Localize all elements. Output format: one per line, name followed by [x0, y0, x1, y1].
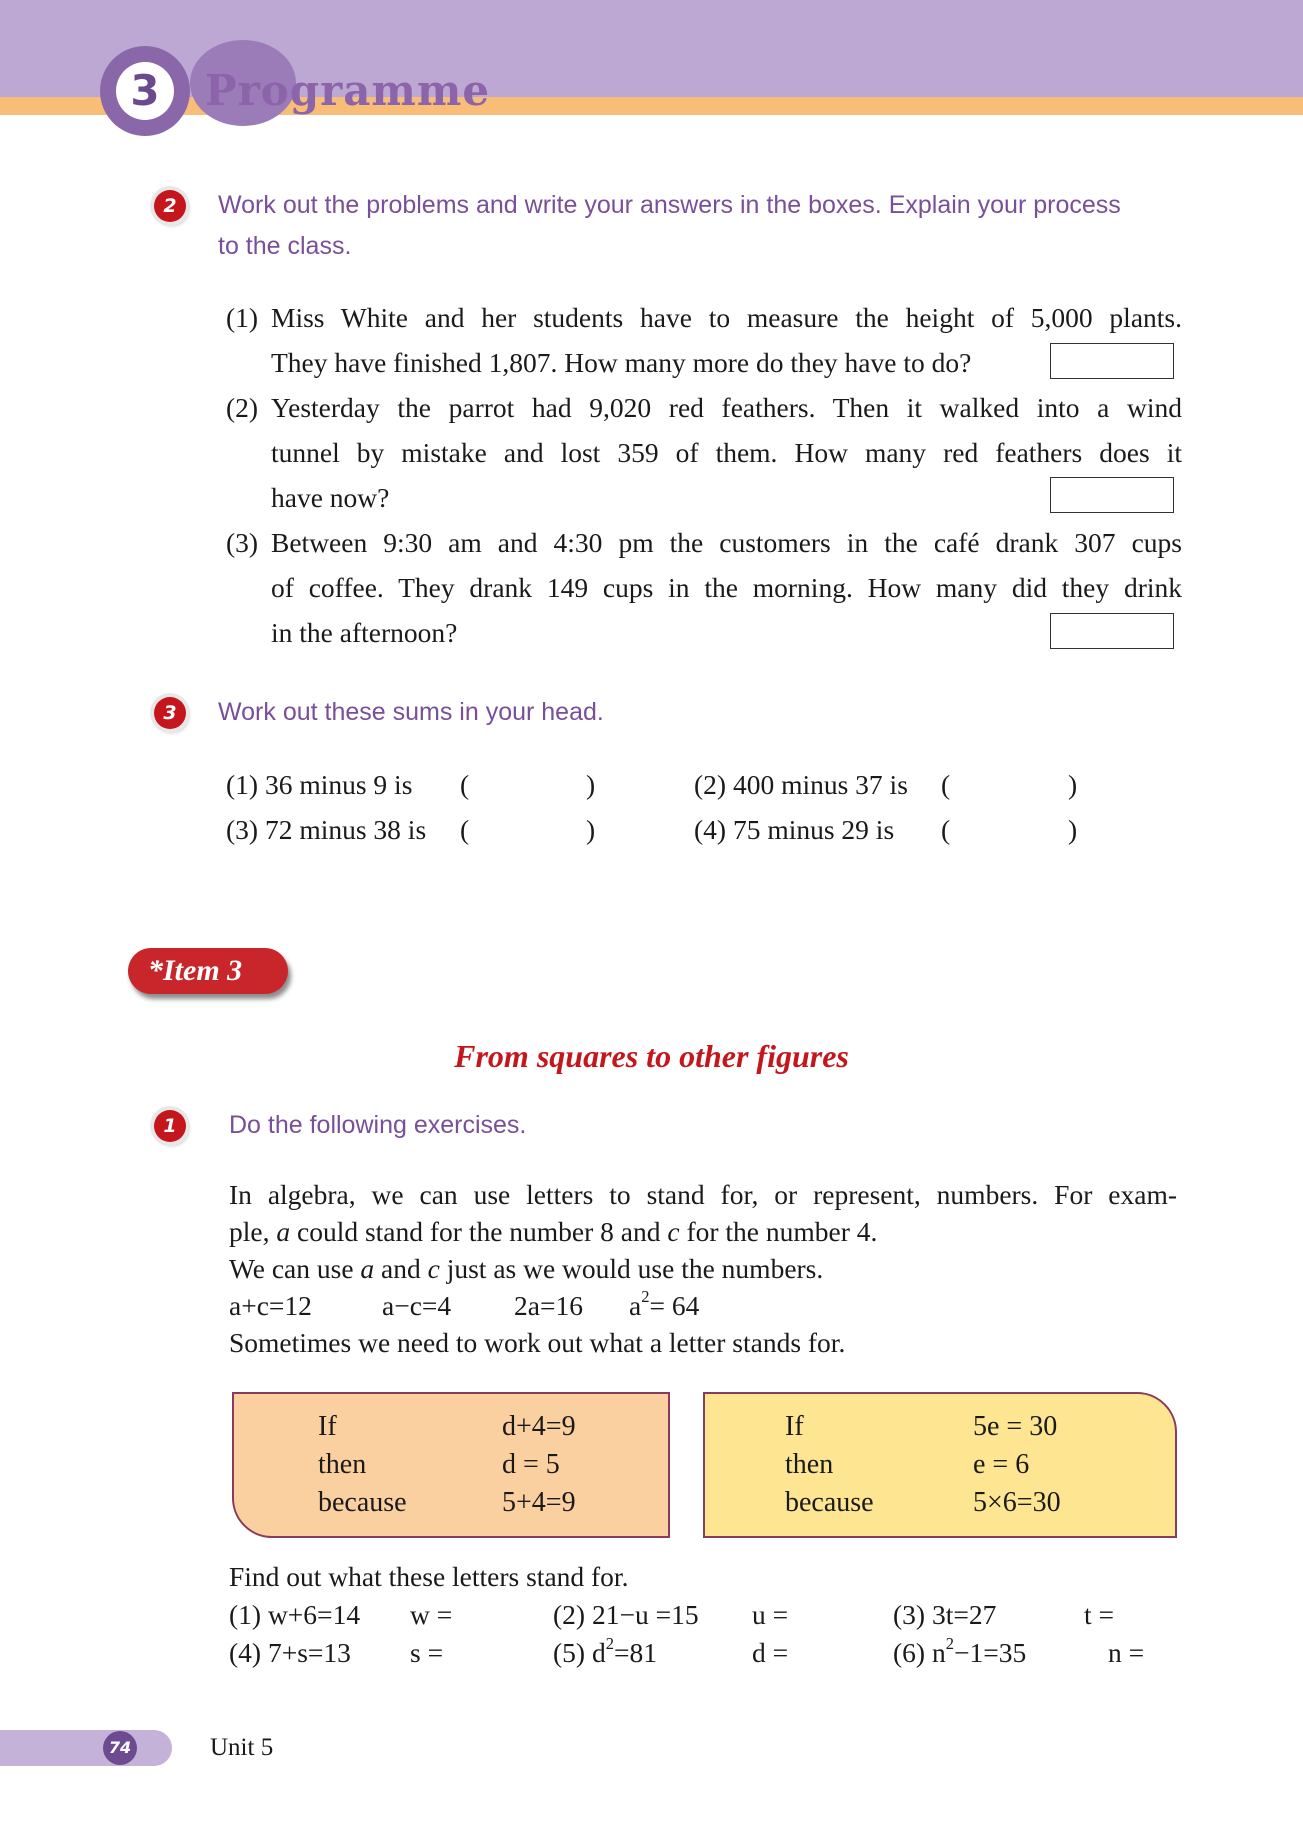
problem-3-answer[interactable]: t = [1084, 1599, 1115, 1630]
paragraph-line [229, 1250, 1177, 1287]
problem-text: Miss White and her students have to measure the height of 5,000 plants. [271, 302, 1182, 333]
problem-number: (1) [226, 302, 259, 333]
problem-3-equation: (3) 3t=27 [893, 1599, 997, 1630]
sum-3-close-paren: ) [586, 814, 596, 845]
problem-6-equation [893, 1634, 1026, 1672]
sum-1-open-paren: ( [460, 769, 470, 800]
example-word: If [785, 1411, 804, 1442]
exercise-2-instruction [218, 185, 1121, 267]
section-number: 3 [116, 62, 174, 120]
text-run: just as we would use the numbers. [439, 1253, 824, 1284]
problem-2-answer[interactable]: u = [752, 1599, 789, 1630]
problem-number: (2) [226, 392, 259, 423]
sum-2-close-paren: ) [1068, 769, 1078, 800]
problem-1-line-2 [226, 340, 1182, 385]
problem-5-equation [553, 1634, 657, 1672]
problem-2-line-2 [226, 430, 1182, 475]
sum-4-close-paren: ) [1068, 814, 1078, 845]
example-word: then [318, 1449, 367, 1480]
item-label: *Item 3 [128, 948, 288, 994]
example-word: because [318, 1487, 407, 1518]
equation [629, 1287, 699, 1324]
problem-text: Yesterday the parrot had 9,020 red feathers. Then it walked into a wind [271, 392, 1182, 423]
variable-c: c [427, 1253, 440, 1284]
example-box-2 [703, 1392, 1177, 1538]
text-run: We can use [229, 1253, 361, 1284]
paragraph-line: In algebra, we can use letters to stand for, or represent, numbers. For exam- [229, 1179, 1177, 1210]
problem-1-answer[interactable]: w = [410, 1599, 453, 1630]
equation-part: −1=35 [953, 1637, 1027, 1668]
problem-3-line-1 [226, 520, 1182, 565]
example-value: d = 5 [502, 1449, 560, 1480]
text-run: could stand for the number 8 and [290, 1216, 668, 1247]
sum-1-close-paren: ) [586, 769, 596, 800]
variable-c: c [667, 1216, 680, 1247]
equation: a+c=12 [229, 1290, 312, 1321]
text-run: and [374, 1253, 428, 1284]
sum-2-open-paren: ( [941, 769, 951, 800]
variable-a: a [276, 1216, 291, 1247]
page-number: 74 [103, 1731, 137, 1765]
sum-4-open-paren: ( [941, 814, 951, 845]
variable-a: a [360, 1253, 375, 1284]
example-word: If [318, 1411, 337, 1442]
equation: 2a=16 [514, 1290, 583, 1321]
section-title: From squares to other figures [454, 1038, 849, 1074]
problem-1-line-1 [226, 295, 1182, 340]
exercise-1-instruction: Do the following exercises. [229, 1111, 527, 1139]
sum-1-label: (1) 36 minus 9 is [226, 769, 413, 800]
exercise-3-instruction: Work out these sums in your head. [218, 698, 604, 726]
problem-6-answer[interactable]: n = [1108, 1637, 1145, 1668]
page-title: Programme [205, 66, 491, 115]
sum-4-label: (4) 75 minus 29 is [694, 814, 895, 845]
answer-box-3[interactable] [1050, 613, 1174, 649]
exponent: 2 [945, 1633, 954, 1653]
problem-list [226, 295, 1182, 655]
problem-text: They have finished 1,807. How many more do they have to do? [271, 347, 972, 378]
exercise-marker-2: 2 [154, 190, 186, 222]
example-word: because [785, 1487, 874, 1518]
problem-number: (3) [226, 527, 259, 558]
instruction-line: to the class. [218, 232, 352, 260]
algebra-paragraph [229, 1176, 1177, 1361]
instruction-line: Work out the problems and write your answers in the boxes. Explain your process [218, 191, 1121, 219]
paragraph-line: Sometimes we need to work out what a letter stands for. [229, 1327, 846, 1358]
example-value: e = 6 [973, 1449, 1030, 1480]
problem-2-equation: (2) 21−u =15 [553, 1599, 699, 1630]
equation-part: (6) n [893, 1637, 946, 1668]
equation-line [229, 1287, 1177, 1324]
exercise-marker-3: 3 [154, 697, 186, 729]
problem-3-line-2 [226, 565, 1182, 610]
equation-base: a [629, 1290, 642, 1321]
answer-box-2[interactable] [1050, 477, 1174, 513]
find-prompt: Find out what these letters stand for. [229, 1561, 629, 1592]
problem-text: Between 9:30 am and 4:30 pm the customers in the café drank 307 cups [271, 527, 1182, 558]
example-box-1 [232, 1392, 670, 1538]
equation-rest: = 64 [649, 1290, 700, 1321]
problem-text: tunnel by mistake and lost 359 of them. How many red feathers does it [271, 437, 1182, 468]
exponent: 2 [641, 1286, 650, 1306]
example-value: 5×6=30 [973, 1487, 1061, 1518]
example-value: 5e = 30 [973, 1411, 1058, 1442]
problem-4-equation: (4) 7+s=13 [229, 1637, 351, 1668]
equation-part: =81 [613, 1637, 657, 1668]
problem-2-line-1 [226, 385, 1182, 430]
example-value: 5+4=9 [502, 1487, 576, 1518]
problem-1-equation: (1) w+6=14 [229, 1599, 361, 1630]
text-run: for the number 4. [679, 1216, 878, 1247]
problem-2-line-3 [226, 475, 1182, 520]
text-run: ple, [229, 1216, 277, 1247]
footer-unit-label: Unit 5 [210, 1734, 274, 1761]
paragraph-line [229, 1213, 1177, 1250]
problem-3-line-3 [226, 610, 1182, 655]
problem-5-answer[interactable]: d = [752, 1637, 789, 1668]
problem-text: in the afternoon? [271, 617, 458, 648]
problem-text: of coffee. They drank 149 cups in the morning. How many did they drink [271, 572, 1182, 603]
problem-text: have now? [271, 482, 390, 513]
problem-4-answer[interactable]: s = [410, 1637, 444, 1668]
equation-part: (5) d [553, 1637, 606, 1668]
sum-3-label: (3) 72 minus 38 is [226, 814, 427, 845]
equation: a−c=4 [382, 1290, 452, 1321]
answer-box-1[interactable] [1050, 343, 1174, 379]
exercise-marker-1: 1 [154, 1110, 186, 1142]
example-word: then [785, 1449, 834, 1480]
sum-2-label: (2) 400 minus 37 is [694, 769, 908, 800]
footer-band [0, 1730, 172, 1766]
example-value: d+4=9 [502, 1411, 576, 1442]
sum-3-open-paren: ( [460, 814, 470, 845]
exponent: 2 [605, 1633, 614, 1653]
